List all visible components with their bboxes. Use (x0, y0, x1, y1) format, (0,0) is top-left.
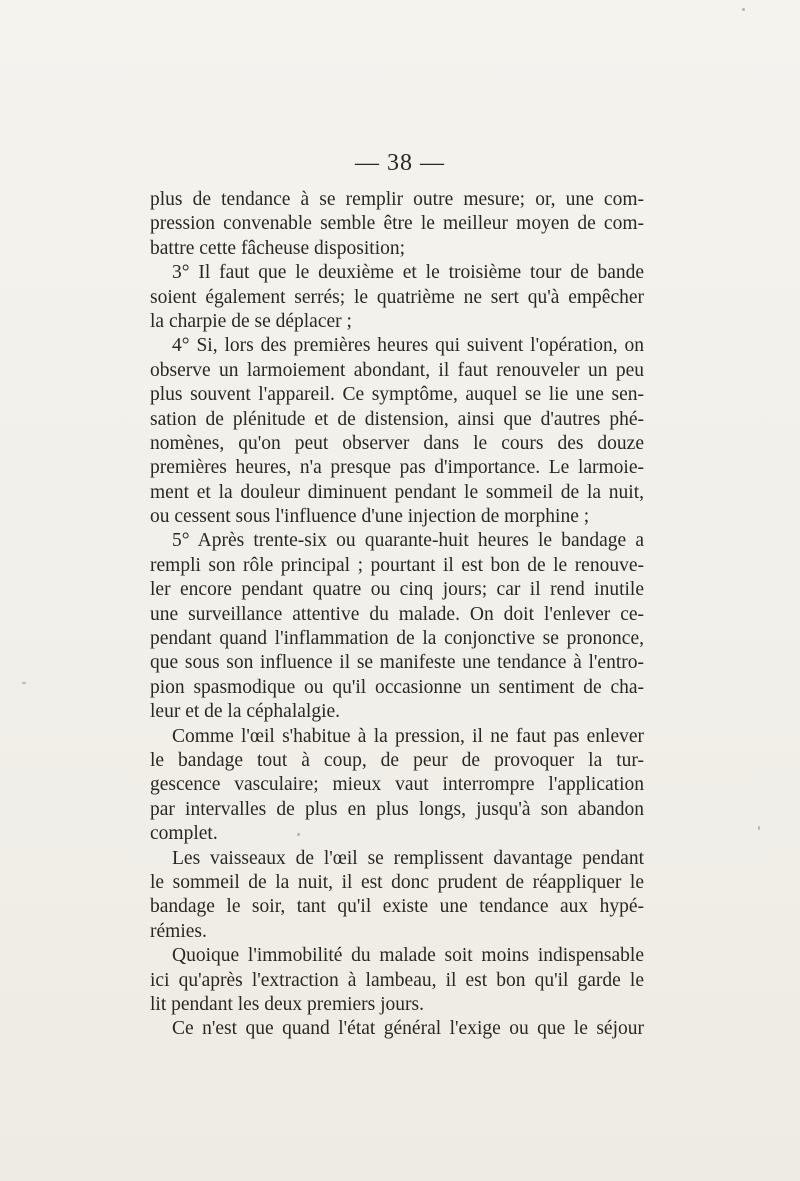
paper-speck (742, 8, 745, 11)
text-line: soient également serrés; le quatrième ne sert qu'à empêcher (150, 286, 644, 308)
text-line: 5° Après trente-six ou quarante-huit heures le bandage a (172, 530, 644, 552)
text-line: observe un larmoiement abondant, il faut renouveler un peu (150, 359, 644, 381)
text-line: gescence vasculaire; mieux vaut interrompre l'application (150, 774, 644, 796)
text-line: battre cette fâcheuse disposition; (150, 237, 406, 259)
text-line: leur et de la céphalalgie. (150, 701, 341, 723)
body-text (150, 188, 644, 1042)
text-line: une surveillance attentive du malade. On doit l'enlever ce- (150, 603, 644, 625)
text-line: 4° Si, lors des premières heures qui suivent l'opération, on (172, 335, 644, 357)
text-line: la charpie de se déplacer ; (150, 310, 352, 332)
text-line: plus souvent l'appareil. Ce symptôme, auquel se lie une sen- (150, 384, 644, 406)
text-line: nomènes, qu'on peut observer dans le cours des douze (150, 432, 644, 454)
text-line: complet. (150, 823, 218, 845)
paper-speck (758, 826, 760, 830)
text-line: 3° Il faut que le deuxième et le troisième tour de bande (172, 262, 644, 284)
text-line: Ce n'est que quand l'état général l'exige ou que le séjour (172, 1018, 644, 1040)
text-line: que sous son influence il se manifeste une tendance à l'entro- (150, 652, 644, 674)
text-line: bandage le soir, tant qu'il existe une tendance aux hypé- (150, 896, 644, 918)
text-line: le bandage tout à coup, de peur de provoquer la tur- (150, 749, 644, 771)
text-line: ler encore pendant quatre ou cinq jours; car il rend inutile (150, 579, 644, 601)
paper-speck (297, 833, 300, 836)
text-line: plus de tendance à se remplir outre mesure; or, une com- (150, 189, 644, 210)
text-line: pendant quand l'inflammation de la conjonctive se prononce, (150, 628, 644, 650)
text-line: le sommeil de la nuit, il est donc prudent de réappliquer le (150, 871, 644, 893)
text-line: Comme l'œil s'habitue à la pression, il ne faut pas enlever (172, 725, 644, 747)
text-line: ment et la douleur diminuent pendant le sommeil de la nuit, (150, 481, 644, 503)
text-line: Les vaisseaux de l'œil se remplissent davantage pendant (172, 847, 644, 869)
text-line: lit pendant les deux premiers jours. (150, 993, 425, 1015)
text-line: Quoique l'immobilité du malade soit moins indispensable (172, 945, 644, 967)
text-line: pion spasmodique ou qu'il occasionne un sentiment de cha- (150, 676, 644, 698)
text-line: par intervalles de plus en plus longs, jusqu'à son abandon (150, 798, 644, 820)
paper-speck (22, 682, 26, 684)
text-line: ou cessent sous l'influence d'une injection de morphine ; (150, 506, 590, 528)
text-line: ici qu'après l'extraction à lambeau, il est bon qu'il garde le (150, 969, 644, 991)
text-line: pression convenable semble être le meilleur moyen de com- (150, 213, 644, 235)
text-line: sation de plénitude et de distension, ainsi que d'autres phé- (150, 408, 644, 430)
text-line: rémies. (150, 920, 207, 942)
page-number: — 38 — (355, 150, 445, 176)
text-line: premières heures, n'a presque pas d'importance. Le larmoie- (150, 457, 644, 479)
text-line: rempli son rôle principal ; pourtant il est bon de le renouve- (150, 554, 644, 576)
